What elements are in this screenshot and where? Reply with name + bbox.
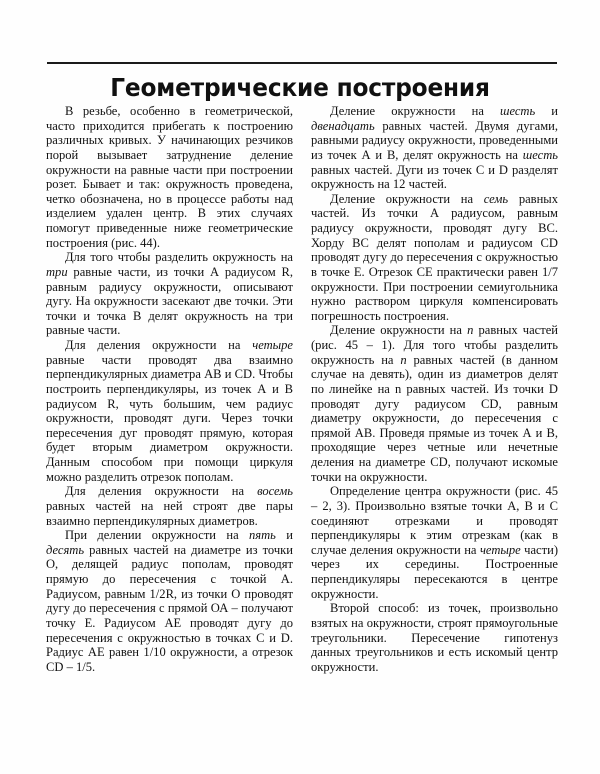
paragraph: Деление окружности на семь равных частей. Из точки А радиусом, равным радиусу окружности, проводят дугу ВС. Хорду ВС делят пополам и радиусом CD проводят дугу до пересечения с окружностью в точке Е. Отрезок СЕ практически равен 1/7 окружности. При построении семиугольника нужно раствором циркуля компенсировать погрешность построения. bbox=[311, 191, 559, 323]
paragraph: Второй способ: из точек, произвольно взятых на окружности, строят прямоугольные треугольники. Пересечение гипотенуз данных треугольников и есть искомый центр окружности. bbox=[311, 601, 558, 674]
two-column-body bbox=[46, 104, 558, 719]
paragraph: Для того чтобы разделить окружность на три равные части, из точки А радиусом R, равным радиусу окружности, описывают дугу. На окружности засекают две точки. Эти точки и точка В делят окружность на три равные части. bbox=[46, 250, 293, 338]
paragraph: Деление окружности на n равных частей (рис. 45 – 1). Для того чтобы разделить окружность на n равных частей (в данном случае на девять), один из диаметров делят по линейке на n равных частей. Из точки D проводят дугу радиусом CD, равным диаметру окружности, до пересечения с прямой АВ. Проведя прямые из точек А и В, проходящие через четные или нечетные деления на диаметре CD, получают искомые точки на окружности. bbox=[311, 323, 559, 484]
paragraph: Деление окружности на шесть и двенадцать равных частей. Двумя дугами, равными радиусу окружности, проведенными из точек А и В, делят окружность на шесть равных частей. Дуги из точек С и D разделят окружность на 12 частей. bbox=[311, 104, 559, 192]
paragraph: Для деления окружности на восемь равных частей на ней строят две пары взаимно перпендикулярных диаметров. bbox=[46, 484, 293, 528]
title-horizontal-rule bbox=[47, 62, 557, 64]
paragraph: При делении окружности на пять и десять равных частей на диаметре из точки О, делящей радиус пополам, проводят прямую до пересечения с точкой А. Радиусом, равным 1/2R, из точки О проводят дугу до пересечения с прямой ОА – получают точку Е. Радиусом АЕ проводят дугу до пересечения с окружностью в точках С и D. Радиус АЕ равен 1/10 окружности, а отрезок CD – 1/5. bbox=[46, 528, 293, 674]
column-left bbox=[46, 104, 293, 719]
paragraph: Определение центра окружности (рис. 45 – 2, 3). Произвольно взятые точки А, В и С соединяют отрезками и проводят перпендикуляры к этим отрезкам (как в случае деления окружности на четыре части) через их середины. Построенные перпендикуляры пересекаются в центре окружности. bbox=[311, 484, 559, 601]
paragraph: В резьбе, особенно в геометрической, часто приходится прибегать к построению различных кривых. У начинающих резчиков порой вызывает затруднение деление окружности на равные части при построении розет. Бывает и так: окружность проведена, четко обозначена, но в процессе работы над изделием удален центр. В этих случаях помогут приведенные ниже геометрические построения (рис. 44). bbox=[46, 104, 293, 250]
page-title: Геометрические построения bbox=[110, 72, 490, 102]
paragraph: Для деления окружности на четыре равные части проводят два взаимно перпендикулярных диаметра АВ и CD. Чтобы построить перпендикуляры, из точек А и В радиусом R, чуть большим, чем радиус окружности, проводят дуги. Через точки пересечения дуг проводят прямую, которая будет вторым диаметром окружности. Данным способом при помощи циркуля можно разделить отрезок пополам. bbox=[46, 338, 293, 484]
column-right bbox=[311, 104, 558, 719]
